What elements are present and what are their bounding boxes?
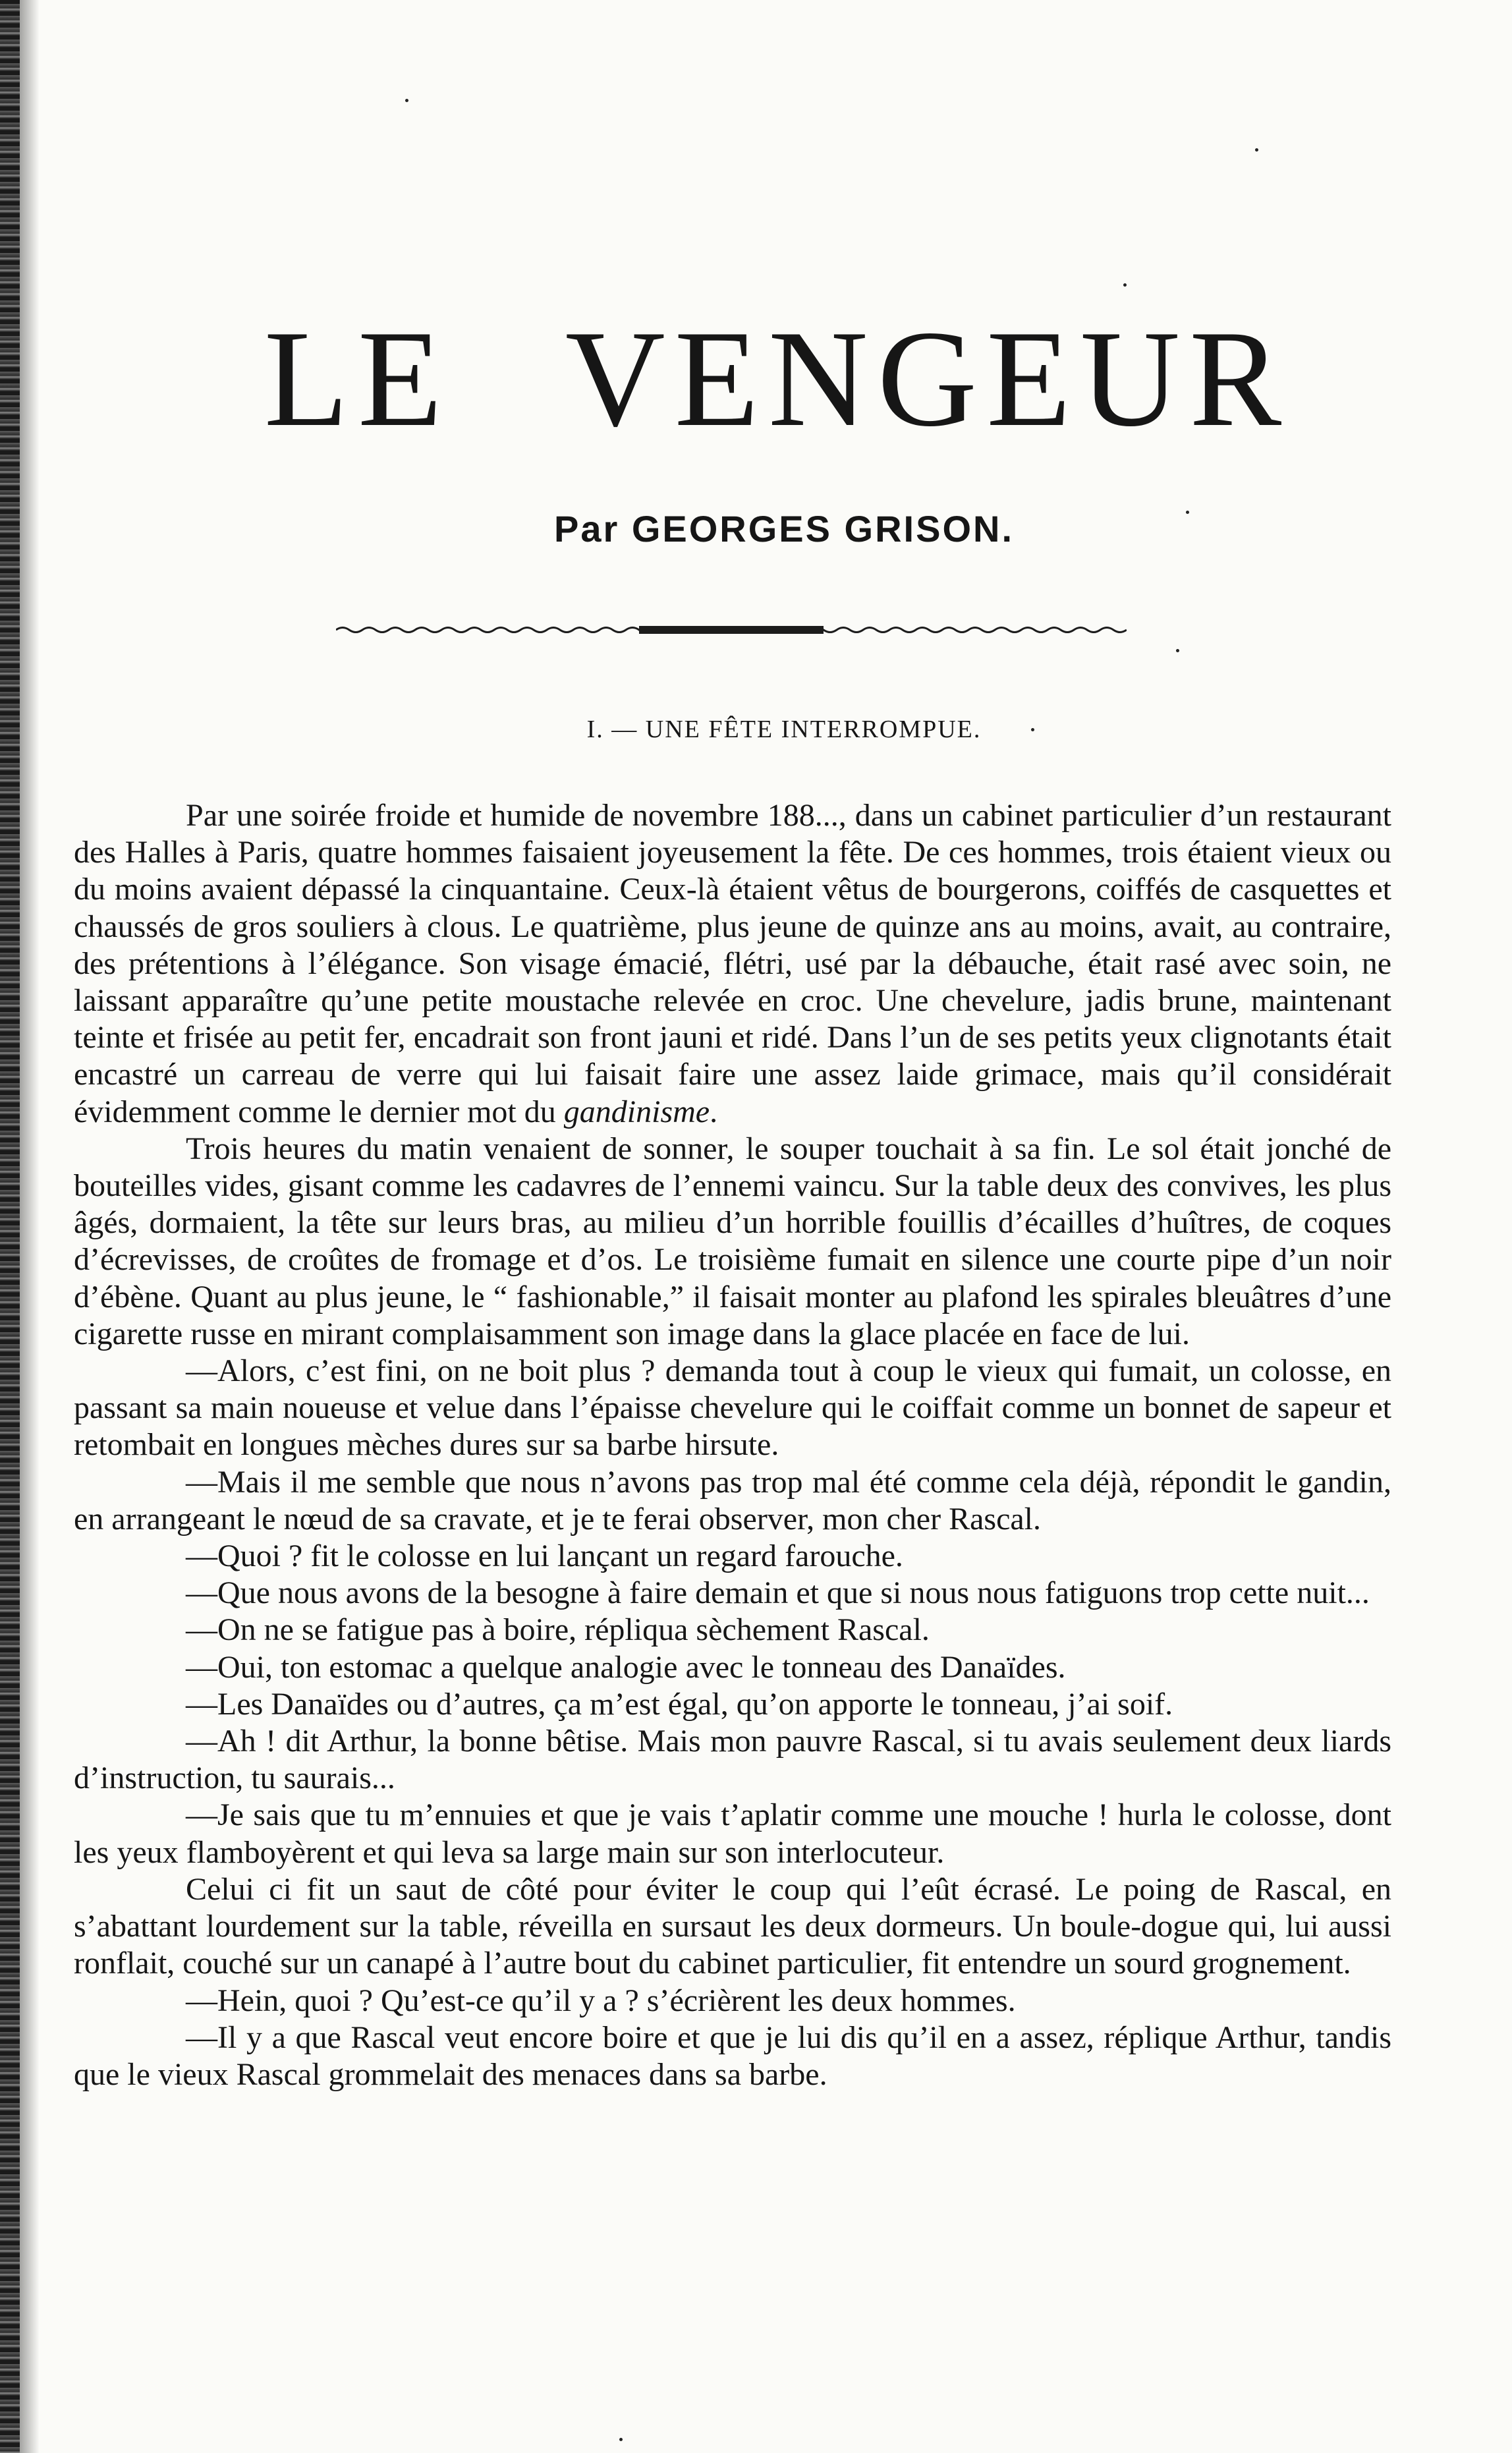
print-speck <box>1031 728 1034 731</box>
paragraph: —Ah ! dit Arthur, la bonne bêtise. Mais mon pauvre Rascal, si tu avais seulement deux liards d’instruction, tu saurais... <box>74 1724 1391 1796</box>
paragraph: —On ne se fatigue pas à boire, répliqua sèchement Rascal. <box>186 1612 930 1648</box>
paragraph: —Quoi ? fit le colosse en lui lançant un regard farouche. <box>186 1538 903 1574</box>
paragraph: Trois heures du matin venaient de sonner, le souper touchait à sa fin. Le sol était jonché de bouteilles vides, gisant comme les cadavres de l’ennemi vaincu. Sur la table deux des convives, les plus âgés, dormaient, la tête sur leurs bras, au milieu d’un horrible fouillis d’écailles d’huîtres, de coques d’écrevisses, de croûtes de fromage et d’os. Le troisième fumait en silence une courte pipe d’un noir d’ébène. Quant au plus jeune, le “ fashionable,” il faisait monter au plafond les spirales bleuâtres d’une cigarette russe en mirant complaisamment son image dans la glace placée en face de lui. <box>74 1131 1391 1351</box>
story-body <box>74 797 1391 2093</box>
paragraph: —Alors, c’est fini, on ne boit plus ? demanda tout à coup le vieux qui fumait, un colosse, en passant sa main noueuse et velue dans l’épaisse chevelure qui le coiffait comme un bonnet de sapeur et retombait en longues mèches dures sur sa barbe hirsute. <box>74 1353 1391 1463</box>
print-speck <box>619 2438 623 2441</box>
story-title: LE VENGEUR <box>264 302 1291 455</box>
decorative-rule <box>336 623 1127 637</box>
paragraph: —Je sais que tu m’ennuies et que je vais t’aplatir comme une mouche ! hurla le colosse, dont les yeux flamboyèrent et qui leva sa large main sur son interlocuteur. <box>74 1797 1391 1870</box>
binding-shadow <box>20 0 40 2453</box>
author-byline: Par GEORGES GRISON. <box>553 508 1015 550</box>
print-speck <box>1255 148 1258 152</box>
print-speck <box>1123 283 1127 287</box>
print-speck <box>405 99 408 102</box>
paragraph: —Que nous avons de la besogne à faire demain et que si nous nous fatiguons trop cette nuit... <box>186 1575 1370 1611</box>
print-speck <box>1186 511 1189 514</box>
paragraph: —Les Danaïdes ou d’autres, ça m’est égal, qu’on apporte le tonneau, j’ai soif. <box>186 1686 1173 1722</box>
paragraph: —Il y a que Rascal veut encore boire et que je lui dis qu’il en a assez, réplique Arthur, tandis que le vieux Rascal grommelait des menaces dans sa barbe. <box>74 2019 1391 2092</box>
paragraph: Par une soirée froide et humide de novembre 188..., dans un cabinet particulier d’un restaurant des Halles à Paris, quatre hommes faisaient joyeusement la fête. De ces hommes, trois étaient vieux ou du moins avaient dépassé la cinquantaine. Ceux-là étaient vêtus de bourgerons, coiffés de casquettes et chaussés de gros souliers à clous. Le quatrième, plus jeune de quinze ans au moins, avait, au contraire, des prétentions à l’élégance. Son visage émacié, flétri, usé par la débauche, était rasé avec soin, ne laissant apparaître qu’une petite moustache relevée en croc. Une chevelure, jadis brune, maintenant teinte et frisée au petit fer, encadrait son front jauni et ridé. Dans l’un de ses petits yeux clignotants était encastré un carreau de verre qui lui faisait faire une assez laide grimace, mais qu’il considérait évidemment comme le dernier mot du gandinisme. <box>74 798 1391 1129</box>
paragraph: Celui ci fit un saut de côté pour éviter le coup qui l’eût écrasé. Le poing de Rascal, en s’abattant lourdement sur la table, réveilla en sursaut les deux dormeurs. Un boule-dogue qui, lui aussi ronflait, couché sur un canapé à l’autre bout du cabinet particulier, fit entendre un sourd grognement. <box>74 1871 1391 1981</box>
paragraph: —Oui, ton estomac a quelque analogie avec le tonneau des Danaïdes. <box>186 1649 1066 1685</box>
paragraph: —Mais il me semble que nous n’avons pas trop mal été comme cela déjà, répondit le gandin, en arrangeant le nœud de sa cravate, et je te ferai observer, mon cher Rascal. <box>74 1464 1391 1537</box>
italic-word: gandinisme <box>563 1094 710 1129</box>
print-speck <box>1176 649 1179 652</box>
paragraph: —Hein, quoi ? Qu’est-ce qu’il y a ? s’écrièrent les deux hommes. <box>186 1983 1016 2018</box>
page-binding-edge <box>0 0 20 2453</box>
chapter-heading: I. — UNE FÊTE INTERROMPUE. <box>586 716 982 743</box>
